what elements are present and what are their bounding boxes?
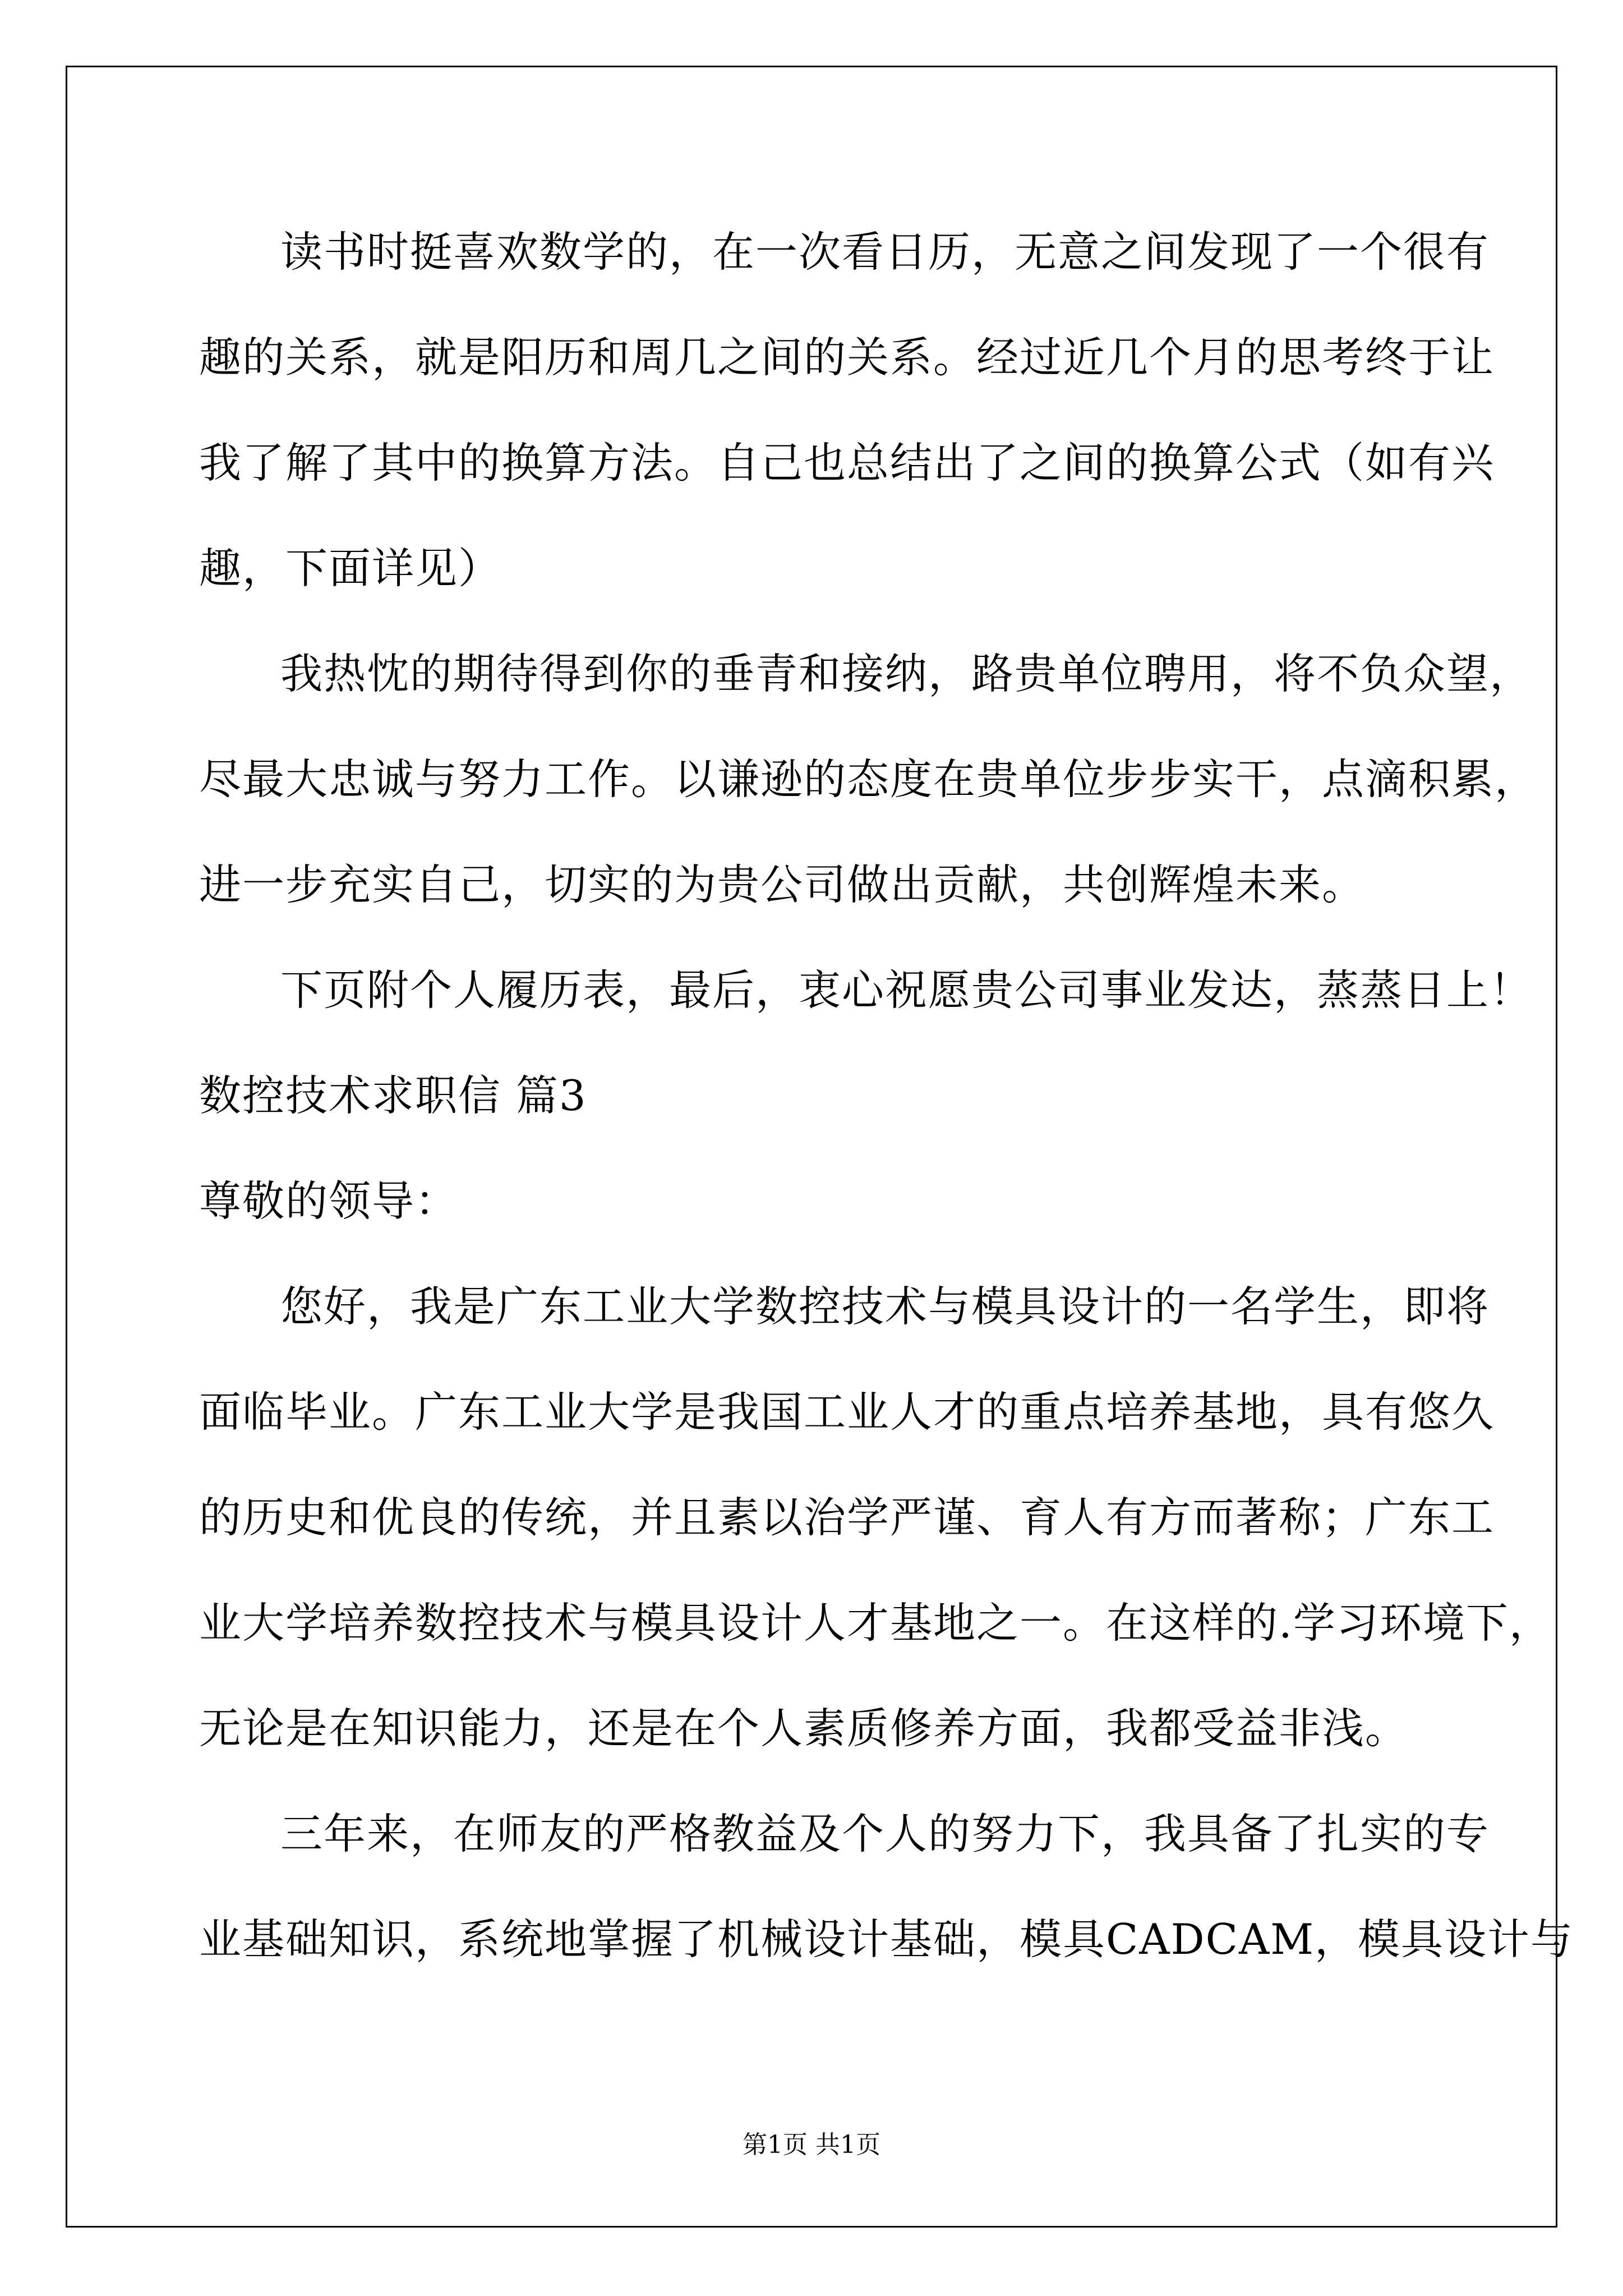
- paragraph-line: 三年来，在师友的严格教益及个人的努力下，我具备了扎实的专: [280, 1809, 1490, 1858]
- paragraph-line: 下页附个人履历表，最后，衷心祝愿贵公司事业发达，蒸蒸日上！: [280, 965, 1533, 1015]
- paragraph-line: 面临毕业。广东工业大学是我国工业人才的重点培养基地，具有悠久: [199, 1387, 1495, 1437]
- page-footer: 第1页 共1页: [743, 2131, 880, 2159]
- paragraph-line: 的历史和优良的传统，并且素以治学严谨、育人有方而著称；广东工: [199, 1493, 1495, 1542]
- paragraph-line: 尽最大忠诚与努力工作。以谦逊的态度在贵单位步步实干，点滴积累，: [199, 754, 1538, 804]
- paragraph-line: 您好，我是广东工业大学数控技术与模具设计的一名学生，即将: [280, 1282, 1490, 1331]
- salutation: 尊敬的领导：: [199, 1176, 459, 1226]
- paragraph-line: 业大学培养数控技术与模具设计人才基地之一。在这样的.学习环境下，: [199, 1598, 1552, 1648]
- paragraph-line: 趣的关系，就是阳历和周几之间的关系。经过近几个月的思考终于让: [199, 333, 1495, 382]
- paragraph-line: 进一步充实自己，切实的为贵公司做出贡献，共创辉煌未来。: [199, 860, 1366, 909]
- paragraph-line: 读书时挺喜欢数学的，在一次看日历，无意之间发现了一个很有: [280, 227, 1490, 277]
- paragraph-line: 无论是在知识能力，还是在个人素质修养方面，我都受益非浅。: [199, 1704, 1409, 1753]
- section-heading: 数控技术求职信 篇3: [199, 1071, 587, 1120]
- paragraph-line: 我了解了其中的换算方法。自己也总结出了之间的换算公式（如有兴: [199, 438, 1495, 487]
- page-border: [66, 66, 1574, 2228]
- paragraph-line: 趣，下面详见）: [199, 544, 502, 593]
- paragraph-line: 我热忱的期待得到你的垂青和接纳，路贵单位聘用，将不负众望，: [280, 649, 1533, 698]
- paragraph-line: 业基础知识，系统地掌握了机械设计基础，模具CADCAM，模具设计与: [199, 1915, 1574, 1964]
